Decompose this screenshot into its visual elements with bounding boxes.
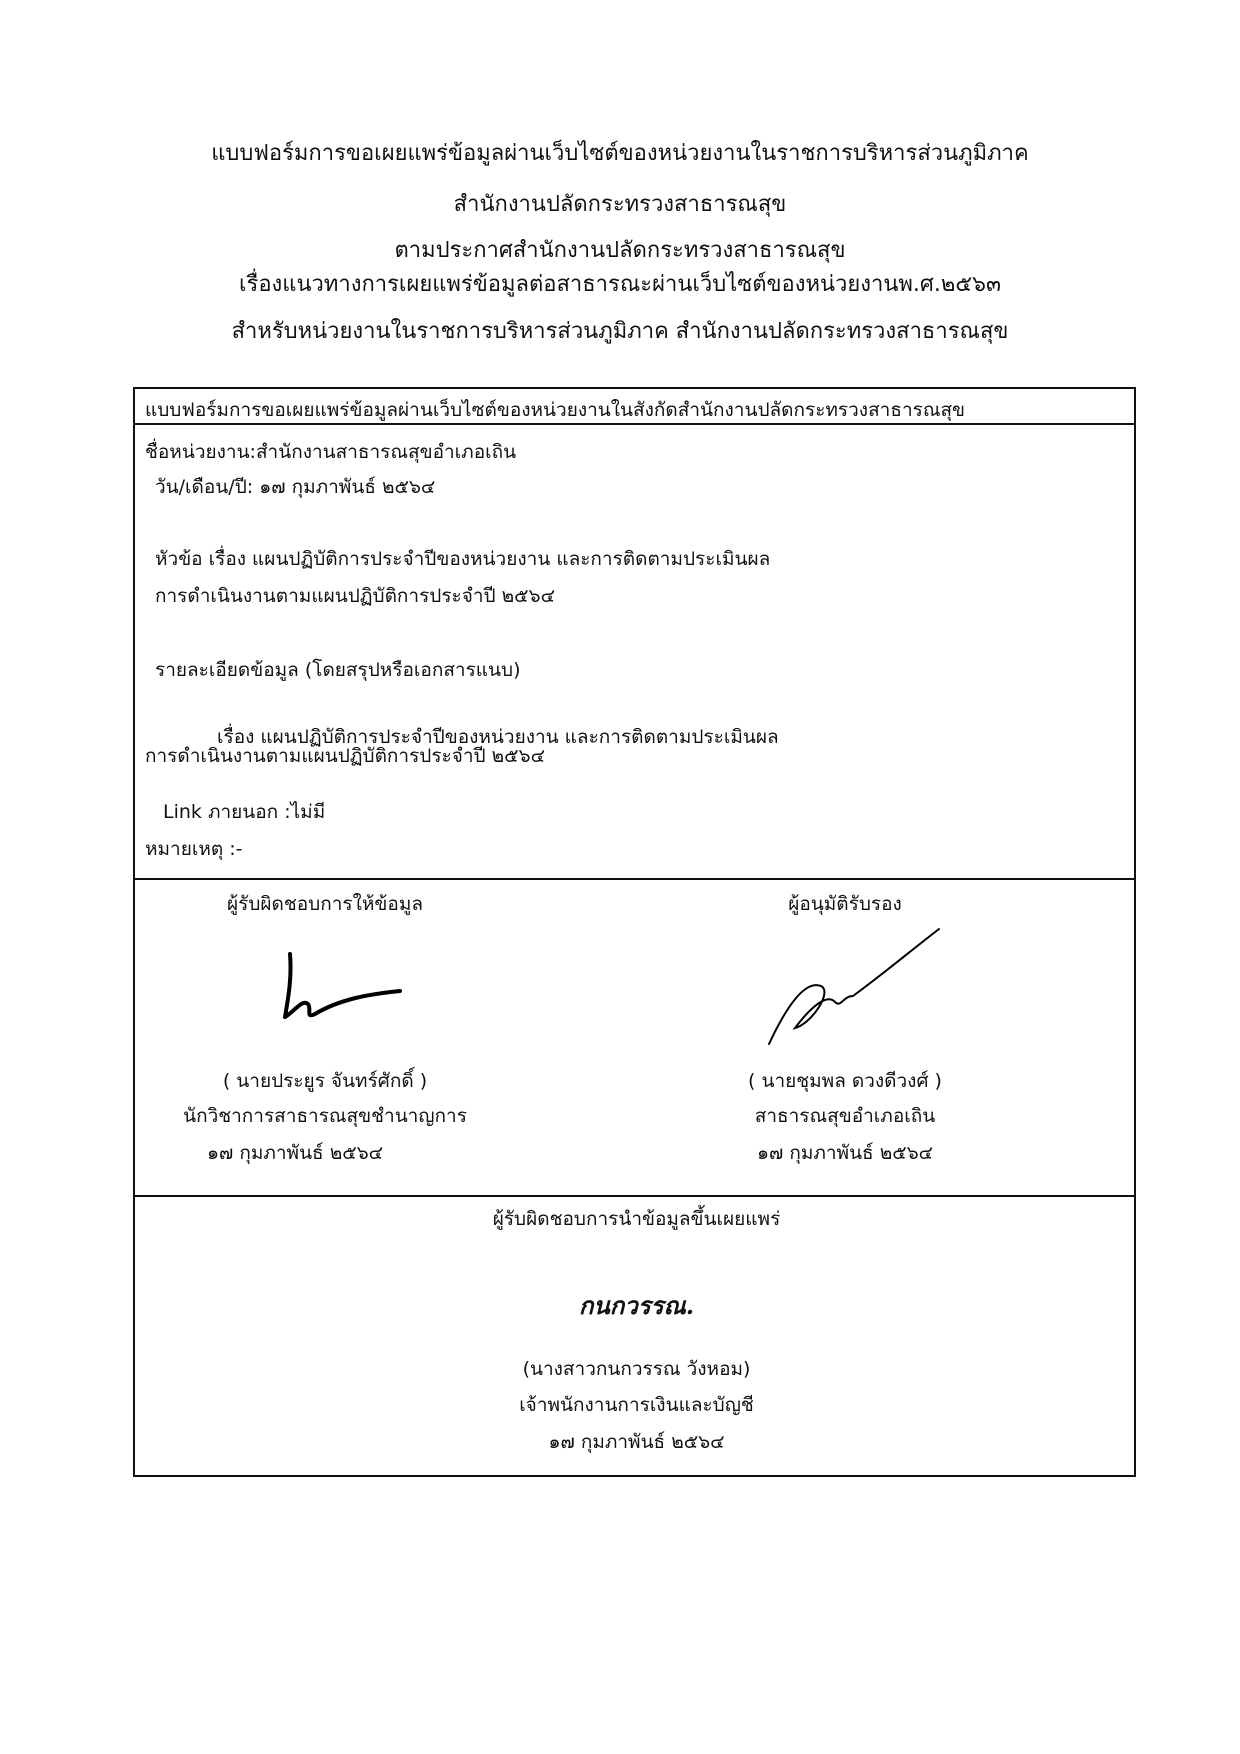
provider-date: ๑๗ กุมภาพันธ์ ๒๕๖๔ [206, 1142, 384, 1164]
publisher-name: (นางสาวกนกวรรณ วังหอม) [522, 1358, 751, 1380]
header-line-3: ตามประกาศสำนักงานปลัดกระทรวงสาธารณสุข [394, 238, 846, 263]
approver-position: สาธารณสุขอำเภอเถิน [754, 1105, 936, 1127]
header-line-4: เรื่องแนวทางการเผยแพร่ข้อมูลต่อสาธารณะผ่านเว็บไซต์ของหน่วยงานพ.ศ.๒๕๖๓ [238, 272, 1002, 297]
external-link-field: Link ภายนอก :ไม่มี [163, 801, 326, 823]
provider-role-label: ผู้รับผิดชอบการให้ข้อมูล [227, 893, 423, 915]
agency-field: ชื่อหน่วยงาน:สำนักงานสาธารณสุขอำเภอเถิน [145, 441, 517, 463]
publisher-signature: กนกวรรณ. [578, 1291, 695, 1320]
divider-publisher [135, 1195, 1134, 1197]
header-line-5: สำหรับหน่วยงานในราชการบริหารส่วนภูมิภาค สำนักงานปลัดกระทรวงสาธารณสุข [231, 319, 1009, 344]
publisher-role-label: ผู้รับผิดชอบการนำข้อมูลขึ้นเผยแพร่ [492, 1208, 781, 1230]
approver-signature [763, 924, 943, 1054]
publisher-position: เจ้าพนักงานการเงินและบัญชี [519, 1394, 754, 1416]
publisher-date: ๑๗ กุมภาพันธ์ ๒๕๖๔ [548, 1431, 725, 1453]
provider-position: นักวิชาการสาธารณสุขชำนาญการ [183, 1105, 467, 1127]
topic-line-2: การดำเนินงานตามแผนปฏิบัติการประจำปี ๒๕๖๔ [155, 585, 556, 607]
provider-name: ( นายประยูร จันทร์ศักดิ์ ) [222, 1070, 428, 1092]
remark-field: หมายเหตุ :- [145, 838, 243, 860]
header-line-2: สำนักงานปลัดกระทรวงสาธารณสุข [453, 192, 787, 217]
details-label: รายละเอียดข้อมูล (โดยสรุปหรือเอกสารแนบ) [155, 659, 521, 681]
approver-date: ๑๗ กุมภาพันธ์ ๒๕๖๔ [756, 1142, 934, 1164]
approver-name: ( นายชุมพล ดวงดีวงศ์ ) [748, 1070, 942, 1092]
header-line-1: แบบฟอร์มการขอเผยแพร่ข้อมูลผ่านเว็บไซต์ของหน่วยงานในราชการบริหารส่วนภูมิภาค [211, 141, 1029, 166]
form-title: แบบฟอร์มการขอเผยแพร่ข้อมูลผ่านเว็บไซต์ของหน่วยงานในสังกัดสำนักงานปลัดกระทรวงสาธารณสุข [145, 399, 966, 421]
details-line-2: การดำเนินงานตามแผนปฏิบัติการประจำปี ๒๕๖๔ [145, 745, 546, 767]
divider-title [135, 423, 1134, 425]
date-field: วัน/เดือน/ปี: ๑๗ กุมภาพันธ์ ๒๕๖๔ [155, 476, 436, 498]
topic-line-1: หัวข้อ เรื่อง แผนปฏิบัติการประจำปีของหน่วยงาน และการติดตามประเมินผล [155, 548, 771, 570]
publication-form [133, 387, 1136, 1477]
divider-signatures [135, 878, 1134, 880]
details-line-1: เรื่อง แผนปฏิบัติการประจำปีของหน่วยงาน และการติดตามประเมินผล [217, 726, 779, 748]
provider-signature [260, 949, 410, 1029]
approver-role-label: ผู้อนุมัติรับรอง [788, 893, 902, 915]
